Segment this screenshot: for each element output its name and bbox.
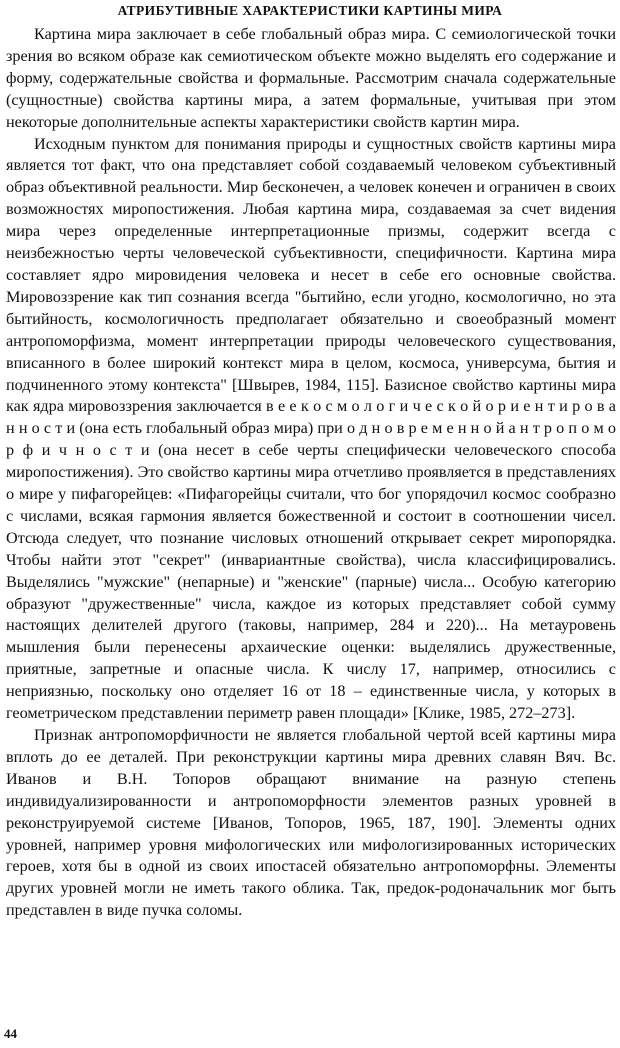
- page-number: 44: [4, 1026, 17, 1041]
- paragraph-3: Признак антропоморфичности не является глобальной чертой всей картины мира вплоть до ее деталей. При реконструкции картины мира древних славян Вяч. Вс. Иванов и В.Н. Топоров обращают внимание на разную степень индивидуализированности и антропоморфности элементов разных уровней в реконструируемой системе [Иванов, Топоров, 1965, 187, 190]. Элементы одних уровней, например уровня мифологических или мифологизированных исторических героев, хотя бы в одной из своих ипостасей обязательно антропоморфны. Элементы других уровней могли не иметь такого облика. Так, предок-родоначальник мог быть представлен в виде пучка соломы.: [6, 726, 616, 920]
- paragraph-2: Исходным пунктом для понимания природы и сущностных свойств картины мира является тот факт, что она представляет собой создаваемый человеком субъективный образ объективной реальности. Мир бесконечен, а человек конечен и ограничен в своих возможностях миропостижения. Любая картина мира, создаваемая за счет видения мира через определенные интерпретационные призмы, содержит всегда с неизбежностью черты человеческой субъективности, специфичности. Картина мира составляет ядро мировидения человека и несет в себе его основные свойства. Мировоззрение как тип сознания всегда "бытийно, если угодно, космологично, но эта бытийность, космологичность предполагает обязательно и своеобразный момент антропоморфизма, момент интерпретации природы человеческого существования, вписанного в более широкий контекст мира в целом, космоса, универсума, бытия и подчиненного этому контекста" [Швырев, 1984, 115]. Базисное свойство картины мира как ядра мировоззрения заключается в е е к о с м о л о г и ч е с к о й о р и е н т и р о в а н н о с т и (она есть глобальный образ мира) при о д н о в р е м е н н о й а н т р о п о м о р ф и ч н о с т и (она несет в себе черты специфически человеческого способа миропостижения). Это свойство картины мира отчетливо проявляется в представлениях о мире у пифагорейцев: «Пифагорейцы считали, что бог упорядочил космос сообразно с числами, всякая гармония является божественной и состоит в соотношении чисел. Отсюда следует, что познание числовых отношений открывает секрет миропорядка. Чтобы найти этот "секрет" (инвариантные свойства), числа классифицировались. Выделялись "мужские" (непарные) и "женские" (парные) числа... Особую категорию образуют "дружественные" числа, каждое из которых представляет собой сумму настоящих делителей другого (таковы, например, 284 и 220)... На метауровень мышления были перенесены архаические оценки: выделялись дружественные, приятные, запретные и опасные числа. К числу 17, например, относились с неприязнью, поскольку оно отделяет 16 от 18 – единственные числа, у которых в геометрическом представлении периметр равен площади» [Клике, 1985, 272–273].: [6, 134, 616, 723]
- page-header: АТРИБУТИВНЫЕ ХАРАКТЕРИСТИКИ КАРТИНЫ МИРА: [117, 3, 503, 18]
- page-body: [6, 24, 616, 922]
- paragraph-1: Картина мира заключает в себе глобальный образ мира. С семиологической точки зрения во всяком образе как семиотическом объекте можно выделять его содержание и форму, содержательные свойства и формальные. Рассмотрим сначала содержательные (сущностные) свойства картины мира, а затем формальные, учитывая при этом некоторые дополнительные аспекты характеристики свойств картин мира.: [6, 25, 616, 131]
